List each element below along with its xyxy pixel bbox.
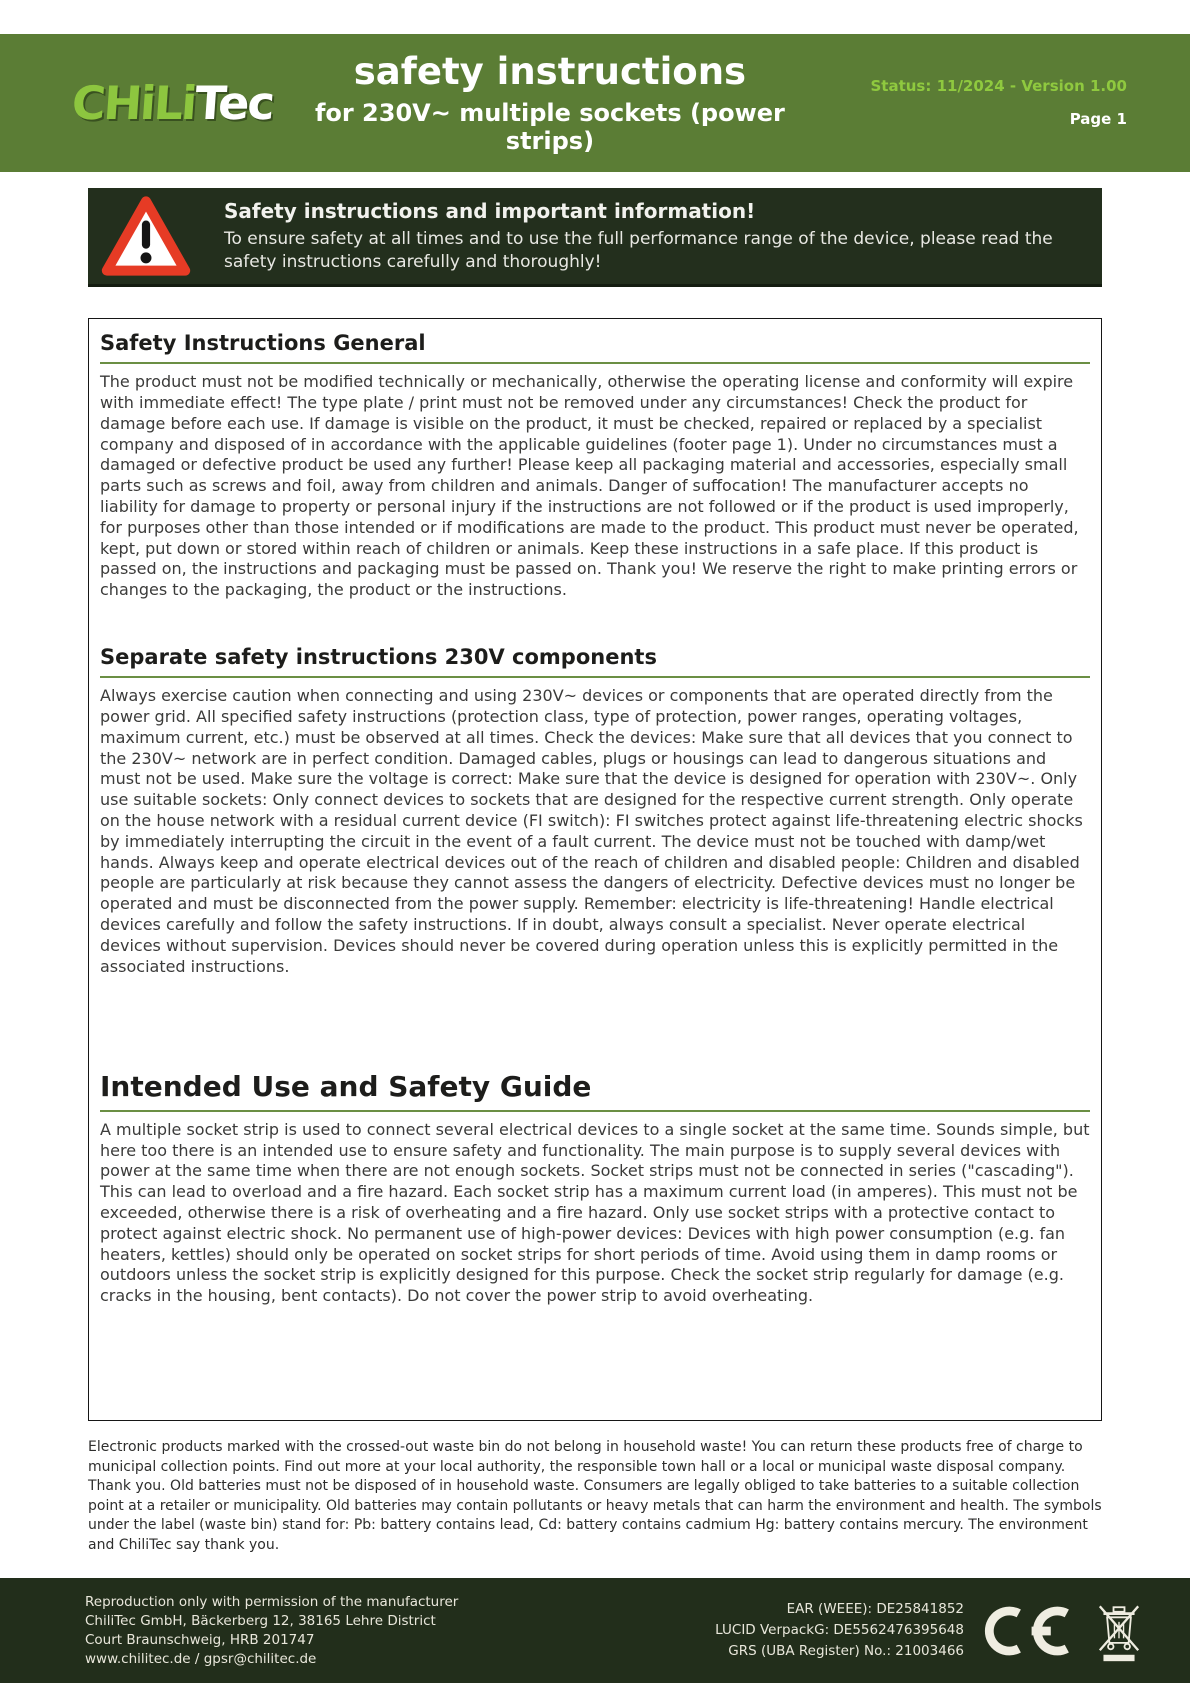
footer-bar: [0, 1578, 1190, 1683]
section-heading: Separate safety instructions 230V components: [100, 644, 657, 669]
heading-rule: [100, 676, 1090, 678]
header-bar: [0, 34, 1190, 172]
warning-triangle-icon: [100, 195, 192, 277]
footer-address-line: ChiliTec GmbH, Bäckerberg 12, 38165 Lehre District: [85, 1612, 436, 1629]
logo-text-chili: CHiLi: [70, 76, 197, 130]
page-number: Page 1: [1069, 110, 1127, 128]
footer-grs-number: GRS (UBA Register) No.: 21003466: [728, 1643, 964, 1659]
warning-body: To ensure safety at all times and to use the full performance range of the device, please read the safety instructions carefully and thoroughly!: [224, 228, 1053, 272]
page-subtitle: for 230V~ multiple sockets (power strips): [314, 99, 785, 156]
ce-mark-icon: [982, 1605, 1078, 1657]
footer-permission-line: Reproduction only with permission of the manufacturer: [85, 1593, 459, 1610]
warning-text-block: [224, 199, 1054, 274]
section-body: The product must not be modified technically or mechanically, otherwise the operating license and conformity will expire with immediate effect! The type plate / print must not be removed under any circumstances! Check the product for damage before each use. If damage is visible on the product, it must be checked, repaired or replaced by a specialist company and disposed of in accordance with the applicable guidelines (footer page 1). Under no circumstances must a damaged or defective product be used any further! Please keep all packaging material and accessories, especially small parts such as screws and foil, away from children and animals. Danger of suffocation! The manufacturer accepts no liability for damage to property or personal injury if the instructions are not followed or if the product is used improperly, for purposes other than those intended or if modifications are made to the product. This product must never be operated, kept, put down or stored within reach of children or animals. Keep these instructions in a safe place. If this product is passed on, the instructions and packaging must be passed on. Thank you! We reserve the right to make printing errors or changes to the packaging, the product or the instructions.: [100, 372, 1079, 600]
header-meta-block: [827, 79, 1127, 127]
disposal-disclaimer: Electronic products marked with the crossed-out waste bin do not belong in household waste! You can return these products free of charge to municipal collection points. Find out more at your local authority, the responsible town hall or a local or municipal waste disposal company. Thank you. Old batteries must not be disposed of in household waste. Consumers are legally obliged to take batteries to a suitable collection point at a retailer or municipality. Old batteries may contain pollutants or heavy metals that can harm the environment and health. The symbols under the label (waste bin) stand for: Pb: battery contains lead, Cd: battery contains cadmium Hg: battery contains mercury. The environment and ChiliTec say thank you.: [88, 1439, 1102, 1553]
section-heading: Safety Instructions General: [100, 331, 426, 355]
heading-rule: [100, 362, 1090, 364]
section-intended-use: [100, 1070, 1090, 1307]
main-content-box: [88, 318, 1102, 1421]
footer-weee-number: EAR (WEEE): DE25841852: [786, 1601, 964, 1617]
section-body: Always exercise caution when connecting and using 230V~ devices or components that are operated directly from the power grid. All specified safety instructions (protection class, type of protection, power ranges, operating voltages, maximum current, etc.) must be observed at all times. Check the devices: Make sure that all devices that you connect to the 230V~ network are in perfect condition. Damaged cables, plugs or housings can lead to dangerous situations and must not be used. Make sure the voltage is correct: Make sure that the device is designed for operation with 230V~. Only use suitable sockets: Only connect devices to sockets that are designed for the respective current strength. Only operate on the house network with a residual current device (FI switch): FI switches protect against life-threatening electric shocks by immediately interrupting the circuit in the event of a fault current. The device must not be touched with damp/wet hands. Always keep and operate electrical devices out of the reach of children and disabled people: Children and disabled people are particularly at risk because they cannot assess the dangers of electricity. Defective devices must no longer be operated and must be disconnected from the power supply. Remember: electricity is life-threatening! Handle electrical devices carefully and follow the safety instructions. If in doubt, always consult a specialist. Never operate electrical devices without supervision. Devices should never be covered during operation unless this is explicitly permitted in the associated instructions.: [100, 686, 1083, 976]
section-body: A multiple socket strip is used to connect several electrical devices to a single socket at the same time. Sounds simple, but here too there is an intended use to ensure safety and functionality. The main purpose is to supply several devices with power at the same time when there are not enough sockets. Socket strips must not be connected in series ("cascading"). This can lead to overload and a fire hazard. Each socket strip has a maximum current load (in amperes). This must not be exceeded, otherwise there is a risk of overheating and a fire hazard. Only use socket strips with a protective contact to protect against electric shock. No permanent use of high-power devices: Devices with high power consumption (e.g. fan heaters, kettles) should only be operated on socket strips for short periods of time. Avoid using them in damp rooms or outdoors unless the socket strip is explicitly designed for this purpose. Check the socket strip regularly for damage (e.g. cracks in the housing, bent contacts). Do not cover the power strip to avoid overheating.: [100, 1119, 1090, 1306]
logo-text-tec: Tec: [193, 76, 275, 130]
warning-banner: [88, 188, 1102, 287]
footer-lucid-number: LUCID VerpackG: DE5562476395648: [715, 1622, 964, 1638]
footer-registry-block: [715, 1599, 1142, 1663]
weee-bin-icon: [1096, 1599, 1142, 1663]
chilitec-logo: [70, 76, 275, 130]
section-heading-large: Intended Use and Safety Guide: [100, 1070, 592, 1104]
header-title-block: [273, 51, 827, 156]
warning-title: Safety instructions and important information!: [224, 198, 756, 223]
page-title: safety instructions: [353, 49, 747, 93]
footer-registration-numbers: [715, 1599, 964, 1662]
section-safety-general: [100, 331, 1090, 601]
footer-company-block: [85, 1593, 458, 1669]
status-version-text: Status: 11/2024 - Version 1.00: [870, 77, 1127, 95]
footer-court-line: Court Braunschweig, HRB 201747: [85, 1631, 315, 1648]
section-230v-components: [100, 645, 1090, 977]
footer-website-line: www.chilitec.de / gpsr@chilitec.de: [85, 1650, 317, 1667]
heading-rule: [100, 1110, 1090, 1112]
